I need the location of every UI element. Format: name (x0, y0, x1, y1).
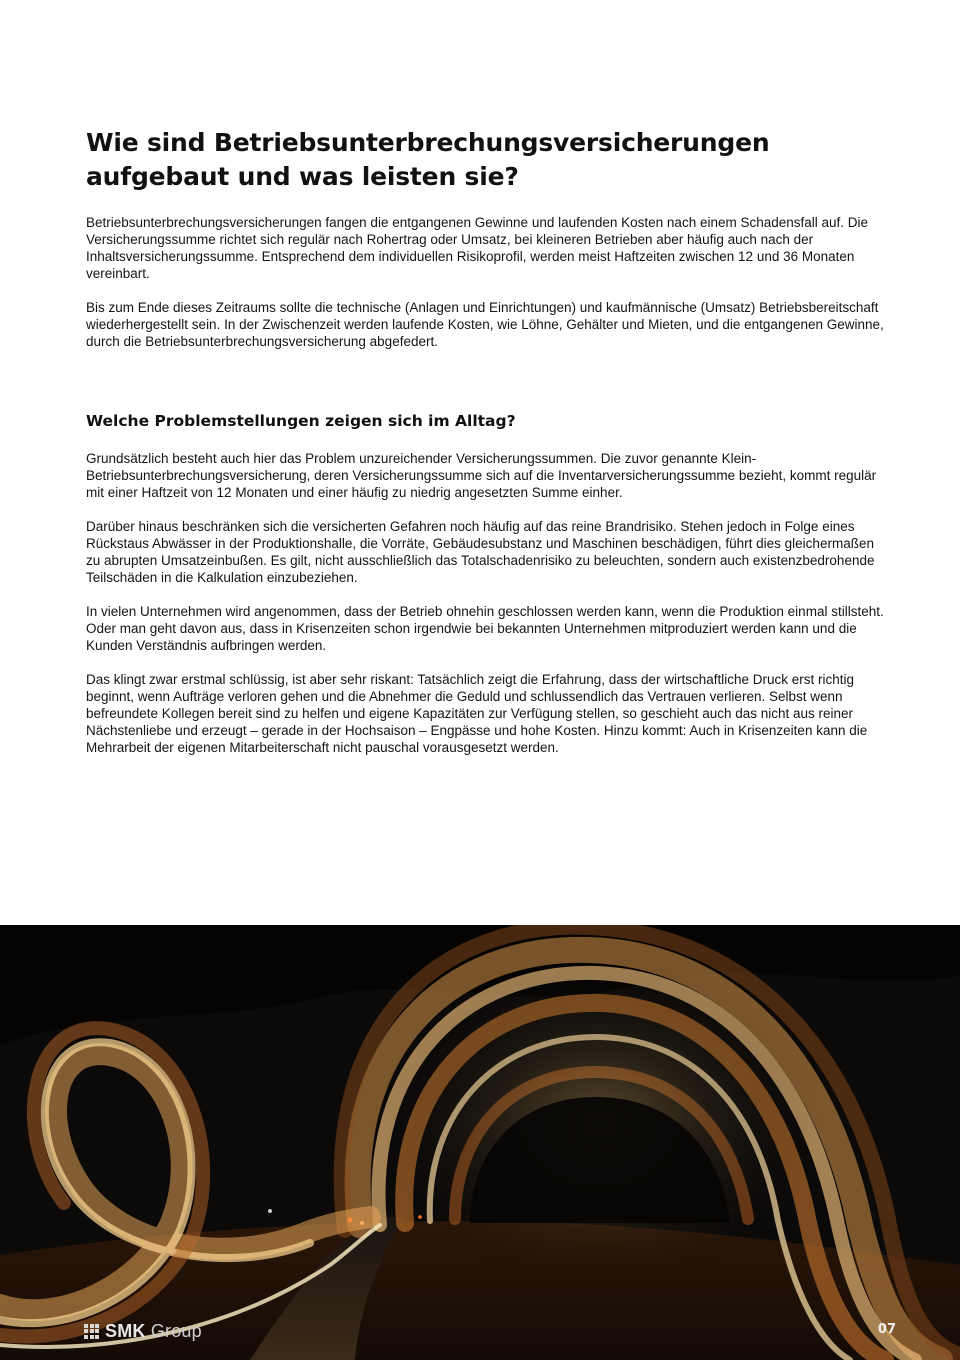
intro-paragraph: Bis zum Ende dieses Zeitraums sollte die technische (Anlagen und Einrichtungen) und kaufmännische (Umsatz) Betriebsbereitschaft wiederhergestellt sein. In der Zwischenzeit werden laufende Kosten, wie Löhne, Gehälter und Mieten, und die entgangenen Gewinne, durch die Betriebsunterbrechungsversicherung abgefedert. (86, 300, 884, 349)
intro-section (86, 214, 886, 350)
body-paragraph: Grundsätzlich besteht auch hier das Problem unzureichender Versicherungssummen. Die zuvor genannte Klein-Betriebsunterbrechungsversicherung, deren Versicherungssumme sich auf die Inventarversicherungssumme bezieht, kommt regulär mit einer Haftzeit von 12 Monaten und einer häufig zu niedrig angesetzten Summe einher. (86, 451, 877, 500)
body-paragraph: Darüber hinaus beschränken sich die versicherten Gefahren noch häufig auf das reine Brandrisiko. Stehen jedoch in Folge eines Rückstaus Abwässer in der Produktionshalle, die Vorräte, Gebäudesubstanz und Maschinen beschädigen, führt dies gleichermaßen zu abrupten Umsatzeinbußen. Es gilt, nicht ausschließlich das Totalschadenrisiko zu beleuchten, sondern auch existenzbedrohende Teilschäden in die Kalkulation einzubeziehen. (86, 519, 875, 585)
page-title: Wie sind Betriebsunterbrechungsversicherungen aufgebaut und was leisten sie? (86, 128, 770, 191)
body-paragraph: Das klingt zwar erstmal schlüssig, ist aber sehr riskant: Tatsächlich zeigt die Erfahrung, dass der wirtschaftliche Druck erst richtig beginnt, wenn Aufträge verloren gehen und die Abnehmer die Geduld und schlussendlich das Vertrauen verlieren. Selbst wenn befreundete Kollegen bereit sind zu helfen und eigene Kapazitäten zur Verfügung stellen, so geschieht auch das nicht aus reiner Nächstenliebe und erzeugt – gerade in der Hochsaison – Engpässe und hohe Kosten. Hinzu kommt: Auch in Krisenzeiten kann die Mehrarbeit der eigenen Mitarbeiterschaft nicht pauschal vorausgesetzt werden. (86, 672, 868, 755)
intro-paragraph: Betriebsunterbrechungsversicherungen fangen die entgangenen Gewinne und laufenden Kosten nach einem Schadensfall auf. Die Versicherungssumme richtet sich regulär nach Rohertrag oder Umsatz, bei kleineren Betrieben aber häufig auch nach der Inhaltsversicherungssumme. Entsprechend dem individuellen Risikoprofil, werden meist Haftzeiten zwischen 12 und 36 Monaten vereinbart. (86, 215, 869, 281)
body-paragraph: In vielen Unternehmen wird angenommen, dass der Betrieb ohnehin geschlossen werden kann, wenn die Produktion einmal stillsteht. Oder man geht davon aus, dass in Krisenzeiten schon irgendwie bei bekannten Unternehmen mitproduziert werden kann und die Kunden Verständnis aufbringen werden. (86, 604, 884, 653)
page-number: 07 (877, 1322, 896, 1337)
brand-name-bold: SMK (105, 1320, 146, 1341)
light-trail-photo (0, 925, 960, 1360)
logo-grid-icon (84, 1324, 99, 1339)
section-heading: Welche Problemstellungen zeigen sich im Alltag? (86, 412, 516, 430)
brand-name-light: Group (150, 1320, 202, 1341)
brand-logo (84, 1320, 202, 1342)
article (86, 126, 886, 773)
brand-name (105, 1321, 202, 1342)
body-section (86, 450, 886, 756)
